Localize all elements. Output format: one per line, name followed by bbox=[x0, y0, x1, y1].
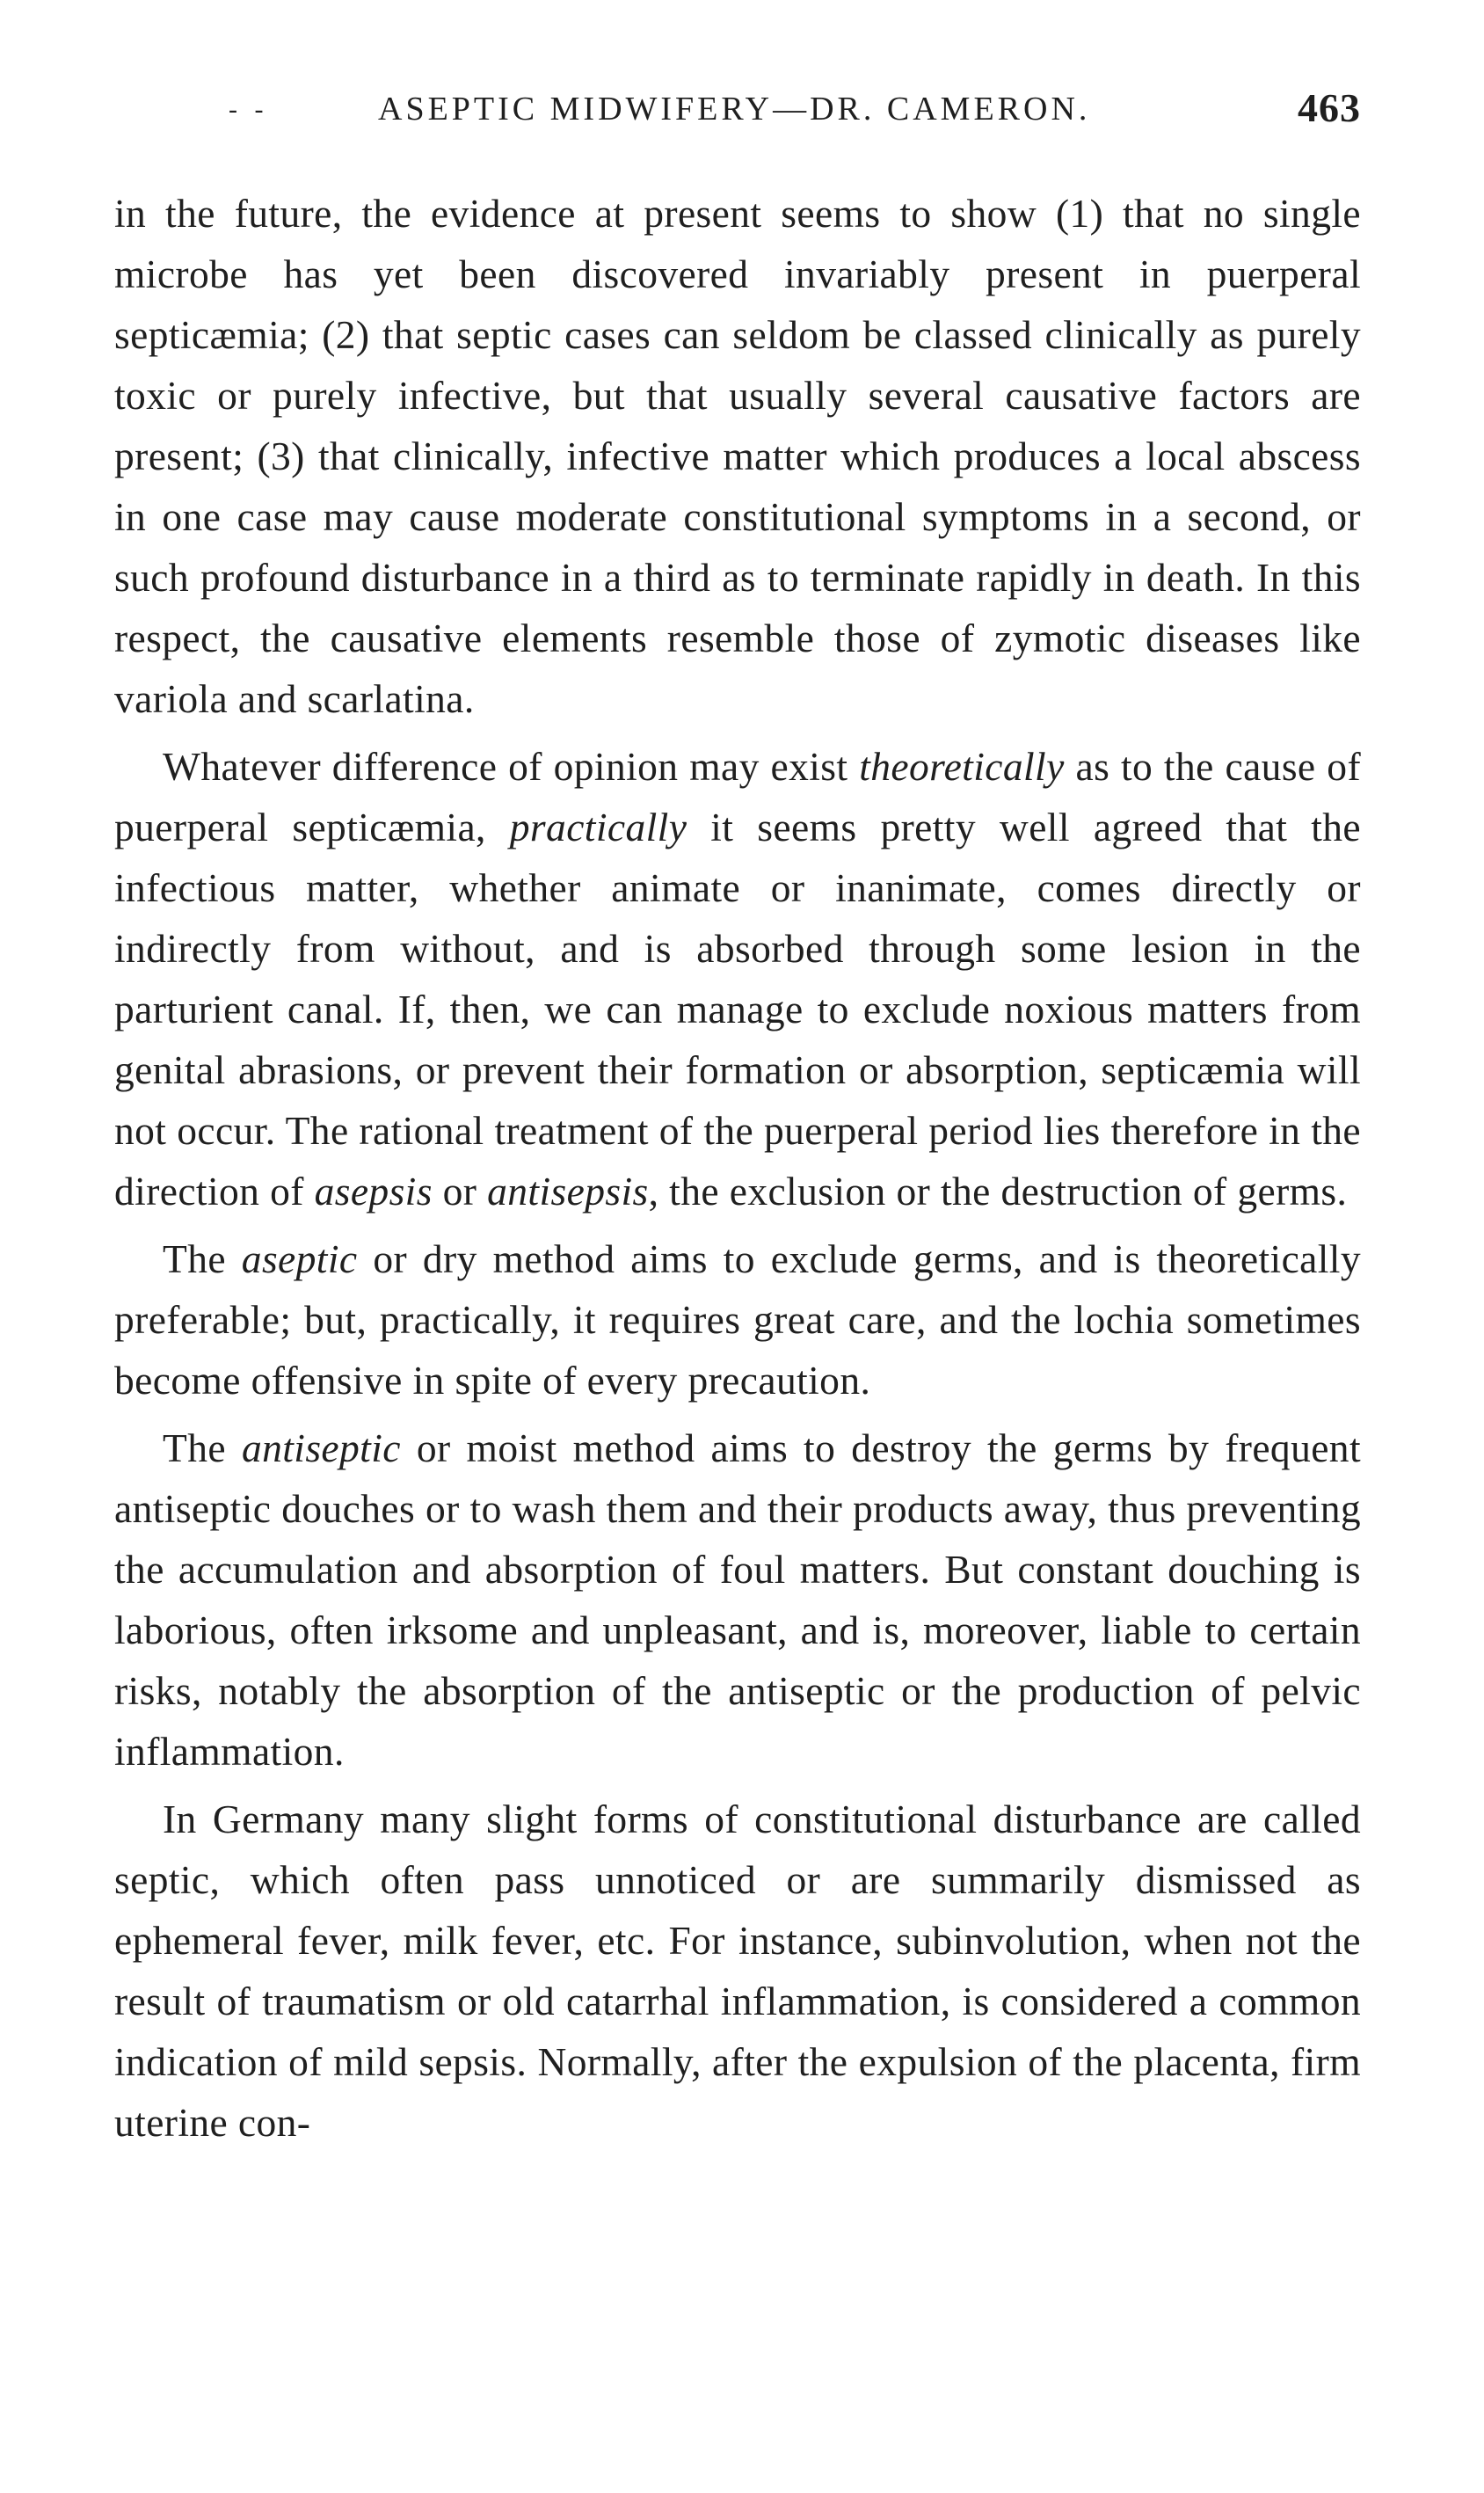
paragraph bbox=[114, 736, 1361, 1221]
text-run: Whatever difference of opinion may exist bbox=[163, 744, 860, 789]
italic-emphasis: antiseptic bbox=[241, 1425, 401, 1470]
text-run: or bbox=[432, 1169, 488, 1214]
text-run: in the future, the evidence at present seems to show (1) that no single microbe has yet been discovered invariably present in puerperal septicæmia; (2) that septic cases can seldom be classed clinically as purely toxic or purely infective, but that usually several causative factors are present; (3) that clinically, infective matter which produces a local abscess in one case may cause moderate constitutional symptoms in a second, or such profound disturbance in a third as to terminate rapidly in death. In this respect, the causative elements resemble those of zymotic diseases like variola and scarlatina. bbox=[114, 191, 1361, 721]
text-run: it seems pretty well agreed that the infectious matter, whether animate or inanimate, comes directly or indirectly from without, and is absorbed through some lesion in the parturient canal. If, then, we can manage to exclude noxious matters from genital abrasions, or prevent their formation or absorption, septicæmia will not occur. The rational treatment of the puerperal period lies therefore in the direction of bbox=[114, 805, 1361, 1214]
italic-emphasis: antisepsis bbox=[487, 1169, 649, 1214]
paragraph bbox=[114, 1789, 1361, 2153]
text-run: as to the cause of puerperal septicæmia, bbox=[114, 744, 1361, 849]
text-run: The bbox=[163, 1425, 242, 1470]
paragraph bbox=[114, 183, 1361, 729]
text-run: The bbox=[163, 1236, 242, 1281]
text-run: or moist method aims to destroy the germs by frequent antiseptic douches or to wash them and their products away, thus preventing the accumulation and absorption of foul matters. But constant douching is laborious, often irksome and unpleasant, and is, moreover, liable to certain risks, notably the absorption of the antiseptic or the production of pelvic inflammation. bbox=[114, 1425, 1362, 1774]
italic-emphasis: asepsis bbox=[314, 1169, 433, 1214]
running-title: ASEPTIC MIDWIFERY—DR. CAMERON. bbox=[378, 91, 1091, 128]
header-left-mark: - - bbox=[229, 95, 269, 124]
text-run: In Germany many slight forms of constitutional disturbance are called septic, which often pass unnoticed or are summarily dismissed as ephemeral fever, milk fever, etc. For instance, subinvolution, when not the result of traumatism or old catarrhal inflammation, is considered a common indication of mild sepsis. Normally, after the expulsion of the placenta, firm uterine con- bbox=[114, 1797, 1361, 2145]
italic-emphasis: theoretically bbox=[859, 744, 1065, 789]
italic-emphasis: practically bbox=[509, 805, 687, 849]
paragraph bbox=[114, 1228, 1361, 1411]
paragraph bbox=[114, 1418, 1361, 1782]
running-header bbox=[114, 84, 1361, 164]
page-number: 463 bbox=[1298, 85, 1361, 130]
text-run: or dry method aims to exclude germs, and is theoretically preferable; but, practically, it requires great care, and the lochia sometimes become offensive in spite of every precaution. bbox=[114, 1236, 1361, 1403]
italic-emphasis: aseptic bbox=[241, 1236, 358, 1281]
text-run: , the exclusion or the destruction of germs. bbox=[648, 1169, 1348, 1214]
body-text bbox=[114, 183, 1361, 2153]
